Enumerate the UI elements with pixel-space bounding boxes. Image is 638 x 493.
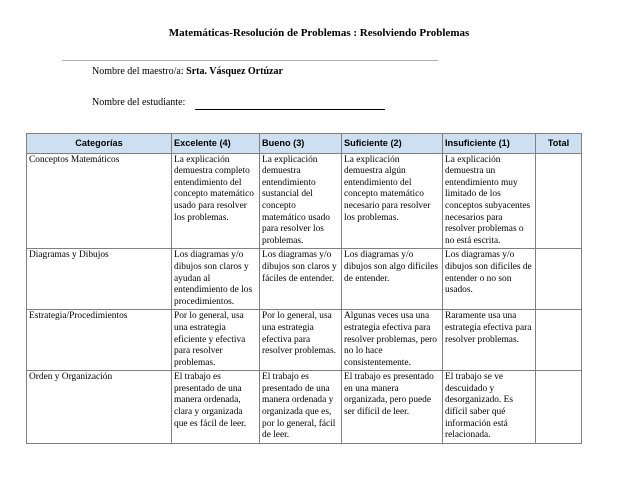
cell-bueno: La explicación demuestra entendimiento sustancial del concepto matemático usado para resolver los problemas. xyxy=(260,153,342,249)
cell-bueno: Los diagramas y/o dibujos son claros y fáciles de entender. xyxy=(260,249,342,310)
cell-total xyxy=(536,249,582,310)
cell-excelente: Por lo general, usa una estrategia eficiente y efectiva para resolver problemas. xyxy=(172,310,260,371)
cell-total xyxy=(536,310,582,371)
header-categories: Categorías xyxy=(27,134,172,154)
header-suficiente: Suficiente (2) xyxy=(342,134,443,154)
cell-insuficiente: Raramente usa una estrategia efectiva para resolver problemas. xyxy=(443,310,536,371)
cell-bueno: El trabajo es presentado de una manera ordenada y organizada que es, por lo general, fácil de leer. xyxy=(260,371,342,444)
header-insuficiente: Insuficiente (1) xyxy=(443,134,536,154)
document-title: Matemáticas-Resolución de Problemas : Resolviendo Problemas xyxy=(168,27,470,39)
cell-excelente: La explicación demuestra completo entendimiento del concepto matemático usado para resolver los problemas. xyxy=(172,153,260,249)
student-name-blank xyxy=(195,109,385,110)
table-row xyxy=(27,371,582,444)
header-bueno: Bueno (3) xyxy=(260,134,342,154)
table-row xyxy=(27,249,582,310)
row-category: Conceptos Matemáticos xyxy=(27,153,172,249)
teacher-name: Srta. Vásquez Ortúzar xyxy=(186,66,283,77)
student-field xyxy=(92,97,185,108)
row-category: Diagramas y Dibujos xyxy=(27,249,172,310)
cell-bueno: Por lo general, usa una estrategia efectiva para resolver problemas. xyxy=(260,310,342,371)
cell-total xyxy=(536,371,582,444)
row-category: Orden y Organización xyxy=(27,371,172,444)
teacher-label: Nombre del maestro/a: xyxy=(92,66,184,77)
header-excelente: Excelente (4) xyxy=(172,134,260,154)
cell-insuficiente: Los diagramas y/o dibujos son difíciles de entender o no son usados. xyxy=(443,249,536,310)
table-row xyxy=(27,310,582,371)
cell-insuficiente: El trabajo se ve descuidado y desorganizado. Es difícil saber qué información está relacionada. xyxy=(443,371,536,444)
title-divider xyxy=(62,60,438,61)
teacher-field xyxy=(92,66,283,77)
cell-suficiente: Algunas veces usa una estrategia efectiva para resolver problemas, pero no lo hace consistentemente. xyxy=(342,310,443,371)
header-row xyxy=(27,134,582,154)
cell-suficiente: Los diagramas y/o dibujos son algo difíciles de entender. xyxy=(342,249,443,310)
cell-suficiente: El trabajo es presentado en una manera organizada, pero puede ser difícil de leer. xyxy=(342,371,443,444)
cell-insuficiente: La explicación demuestra un entendimiento muy limitado de los conceptos subyacentes necesarios para resolver problemas o no está escrita. xyxy=(443,153,536,249)
cell-total xyxy=(536,153,582,249)
cell-excelente: Los diagramas y/o dibujos son claros y ayudan al entendimiento de los procedimientos. xyxy=(172,249,260,310)
header-total: Total xyxy=(536,134,582,154)
cell-excelente: El trabajo es presentado de una manera ordenada, clara y organizada que es fácil de leer. xyxy=(172,371,260,444)
student-label: Nombre del estudiante: xyxy=(92,97,186,108)
row-category: Estrategia/Procedimientos xyxy=(27,310,172,371)
table-row xyxy=(27,153,582,249)
cell-suficiente: La explicación demuestra algún entendimiento del concepto matemático necesario para resolver los problemas. xyxy=(342,153,443,249)
rubric-table xyxy=(26,133,582,444)
